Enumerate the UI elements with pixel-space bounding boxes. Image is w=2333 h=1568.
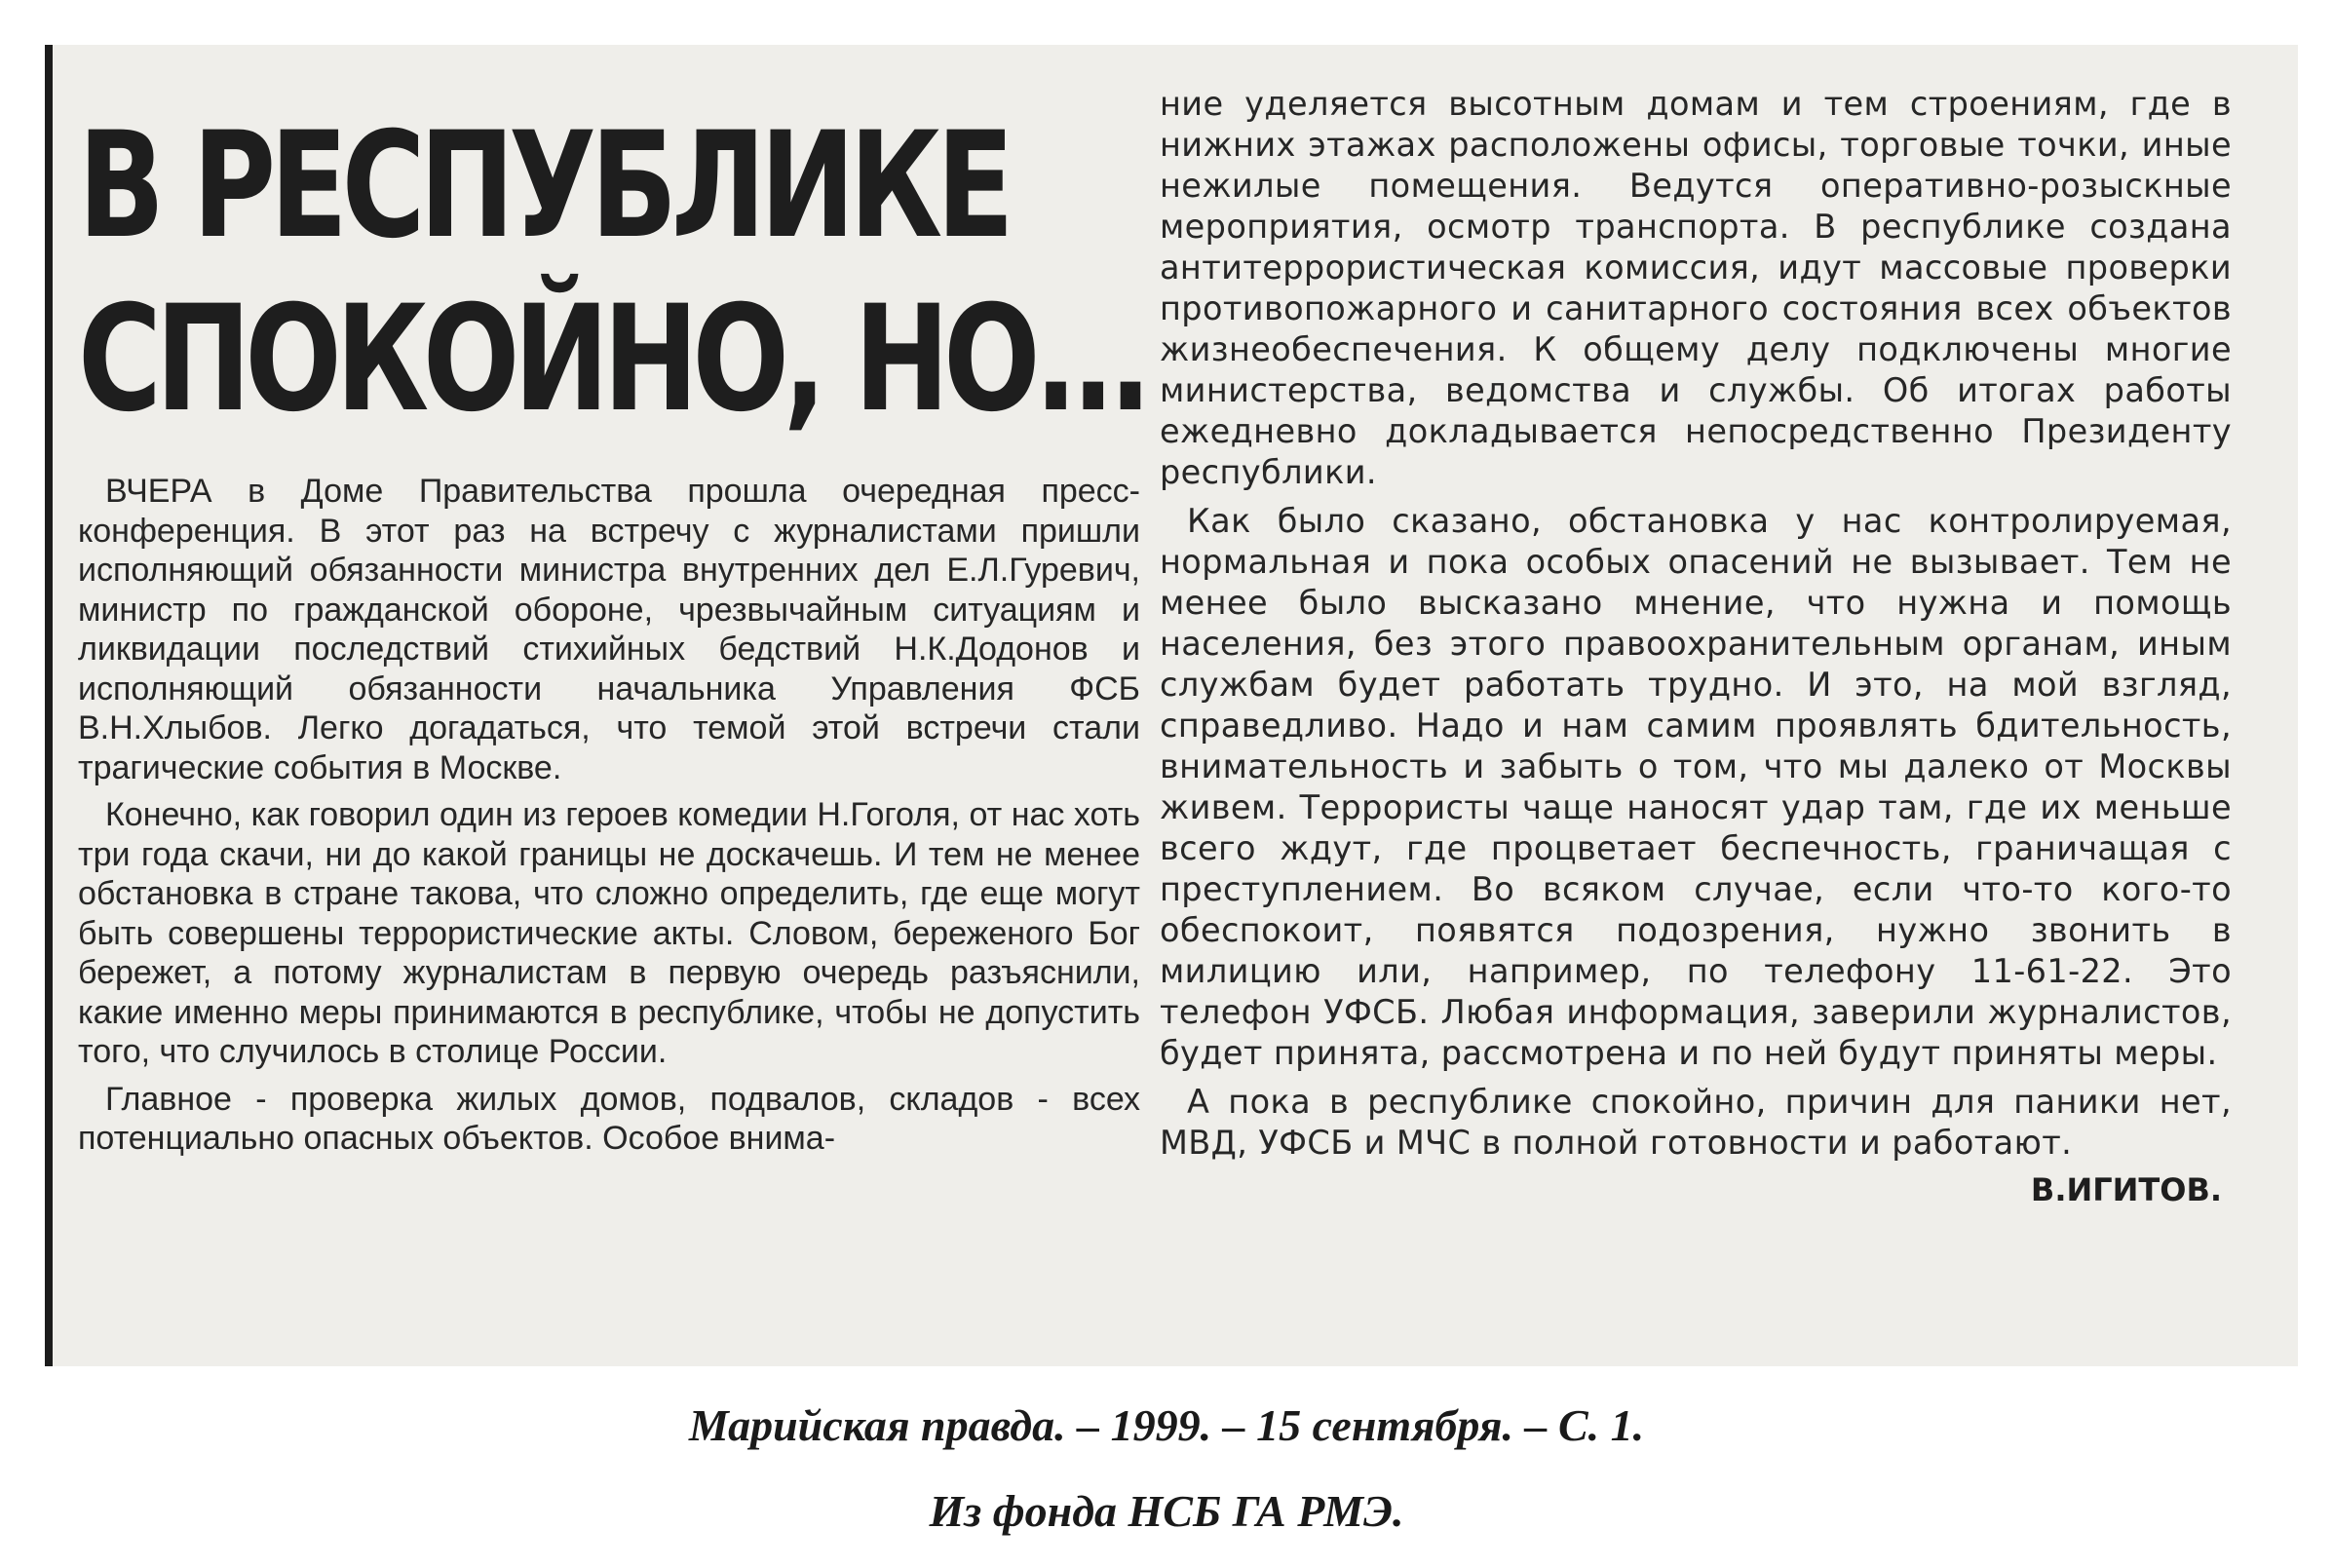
article-author: В.ИГИТОВ. xyxy=(2030,1171,2222,1208)
article-paragraph: А пока в республике спокойно, причин для паники нет, МВД, УФСБ и МЧС в полной готовности и работают. xyxy=(1160,1083,2232,1162)
article-paragraph: ние уделяется высотным домам и тем строениям, где в нижних этажах расположены офисы, торговые точки, иные нежилые помещения. Ведутся оперативно-розыскные мероприятия, осмотр транспорта. В республике создана антитеррористическая комиссия, идут массовые проверки противопожарного и санитарного состояния всех объектов жизнеобеспечения. К общему делу подключены многие министерства, ведомства и службы. Об итогах работы ежедневно докладывается непосредственно Президенту республики. xyxy=(1160,85,2232,491)
headline-line-1: В РЕСПУБЛИКЕ xyxy=(78,101,1009,271)
article-paragraph: ВЧЕРА в Доме Правительства прошла очередная пресс-конференция. В этот раз на встречу с журналистами пришли исполняющий обязанности министра внутренних дел Е.Л.Гуревич, министр по гражданской обороне, чрезвычайным ситуациям и ликвидации последствий стихийных бедствий Н.К.Додонов и исполняющий обязанности начальника Управления ФСБ В.Н.Хлыбов. Легко догадаться, что темой этой встречи стали трагические события в Москве. xyxy=(78,473,1140,786)
source-caption: Марийская правда. – 1999. – 15 сентября. – С. 1. xyxy=(688,1400,1645,1450)
article-paragraph: Как было сказано, обстановка у нас контролируемая, нормальная и пока особых опасений не вызывает. Тем не менее было высказано мнение, что нужна и помощь населения, без этого правоохранительным органам, иным службам будет работать трудно. И это, на мой взгляд, справедливо. Надо и нам самим проявлять бдительность, внимательность и забыть о том, что мы далеко от Москвы живем. Террористы чаще наносят удар там, где их меньше всего ждут, где процветает беспечность, граничащая с преступлением. Во всяком случае, если что-то кого-то обеспокоит, появятся подозрения, нужно звонить в милицию или, например, по телефону 11-61-22. Это телефон УФСБ. Любая информация, заверили журналистов, будет принята, рассмотрена и по ней будут приняты меры. xyxy=(1160,502,2232,1072)
newspaper-clipping xyxy=(45,45,2298,1366)
article-headline xyxy=(78,99,1146,446)
article-left-column xyxy=(78,99,1146,1166)
headline-line-2: СПОКОЙНО, НО... xyxy=(78,275,1146,444)
fund-caption: Из фонда НСБ ГА РМЭ. xyxy=(929,1486,1404,1536)
article-paragraph: Конечно, как говорил один из героев комедии Н.Гоголя, от нас хоть три года скачи, ни до какой границы не доскачешь. И тем не менее обстановка в стране такова, что сложно определить, где еще могут быть совершены террористические акты. Словом, береженого Бог бережет, а потому журналистам в первую очередь разъяснили, какие именно меры принимаются в республике, чтобы не допустить того, что случилось в столице России. xyxy=(78,796,1140,1070)
article-right-column xyxy=(1160,84,2232,1208)
article-paragraph: Главное - проверка жилых домов, подвалов, складов - всех потенциально опасных объектов. Особое внима- xyxy=(78,1080,1140,1157)
